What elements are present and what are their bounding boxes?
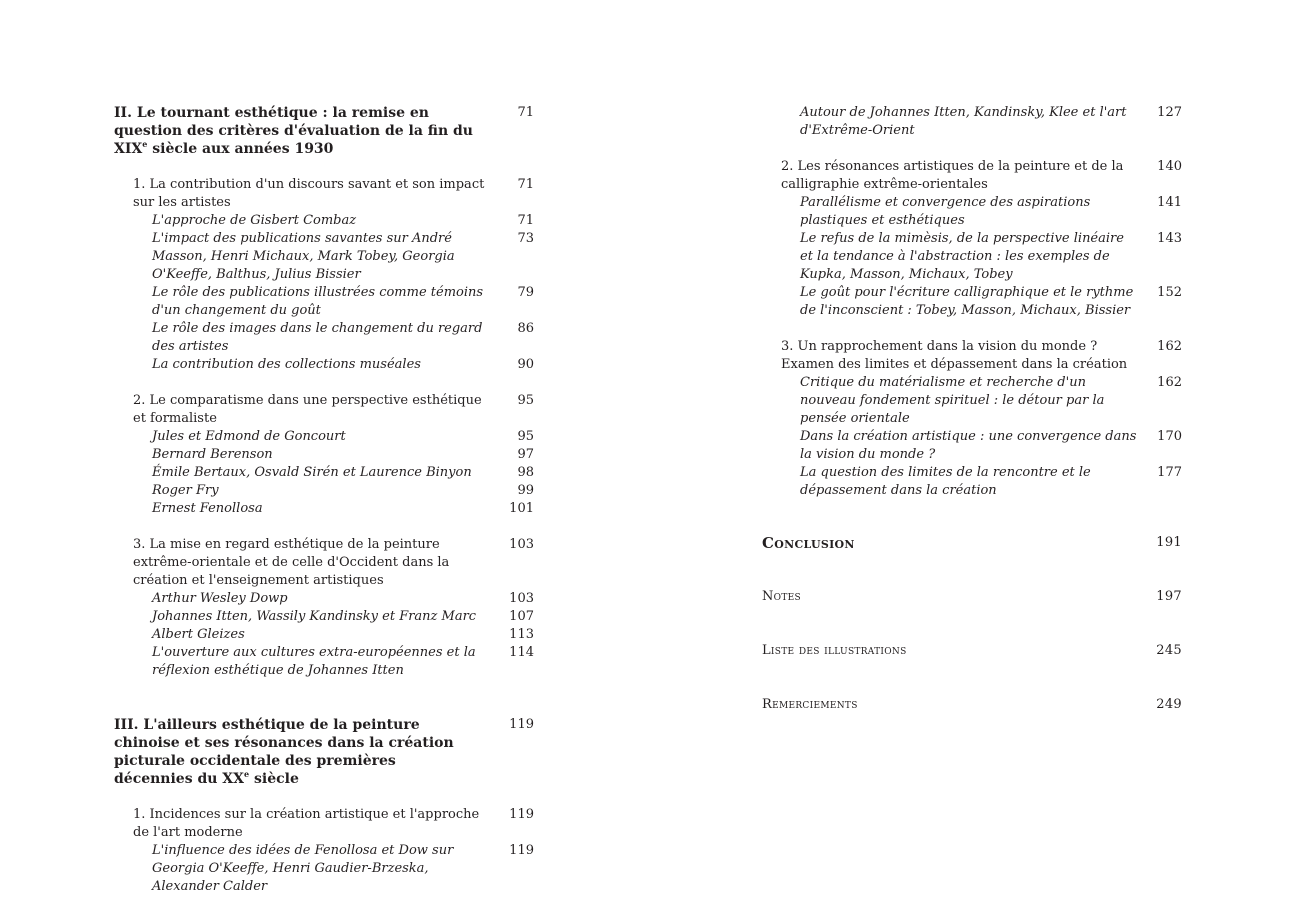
toc-subsection: Ernest Fenollosa 101 (152, 501, 534, 516)
toc-subsection: Dans la création artistique : une convergence dans la vision du monde ? 170 (800, 429, 1182, 462)
toc-left-page (114, 104, 534, 896)
toc-part-heading: II. Le tournant esthétique : la remise en question des critères d'évaluation de la fin du XIXe siècle aux années 1930 71 (114, 105, 534, 157)
toc-subsection: Parallélisme et convergence des aspirations plastiques et esthétiques 141 (800, 195, 1182, 228)
toc-right-page (762, 104, 1182, 714)
toc-subsection: L'approche de Gisbert Combaz 71 (152, 213, 534, 228)
page-number: 119 (509, 717, 534, 732)
toc-section: 2. Les résonances artistiques de la peinture et de la calligraphie extrême-orientales 140 (781, 159, 1182, 192)
toc-section: 3. La mise en regard esthétique de la peinture extrême-orientale et de celle d'Occident dans la création et l'enseignement artistiques 103 (133, 537, 534, 588)
toc-subsection: L'ouverture aux cultures extra-européennes et la réflexion esthétique de Johannes Itten 114 (152, 645, 534, 678)
toc-subsection: Émile Bertaux, Osvald Sirén et Laurence Binyon 98 (152, 465, 534, 480)
page-number: 140 (1157, 159, 1182, 174)
toc-subsection: Johannes Itten, Wassily Kandinsky et Franz Marc 107 (152, 609, 534, 624)
page-number: 95 (517, 393, 534, 408)
page-number: 197 (1156, 589, 1182, 604)
toc-subsection: Autour de Johannes Itten, Kandinsky, Klee et l'art d'Extrême-Orient 127 (800, 105, 1182, 138)
toc-section: 1. La contribution d'un discours savant et son impact sur les artistes 71 (133, 177, 534, 210)
toc-subsection: Bernard Berenson 97 (152, 447, 534, 462)
toc-subsection: Le goût pour l'écriture calligraphique et le rythme de l'inconscient : Tobey, Masson, Michaux, Bissier 152 (800, 285, 1182, 318)
toc-notes: Notes 197 (762, 589, 1182, 604)
page-number: 71 (517, 177, 534, 192)
toc-subsection: Roger Fry 99 (152, 483, 534, 498)
toc-section: 3. Un rapprochement dans la vision du monde ? Examen des limites et dépassement dans la création 162 (781, 339, 1182, 372)
toc-subsection: Arthur Wesley Dowp 103 (152, 591, 534, 606)
toc-subsection: La question des limites de la rencontre et le dépassement dans la création 177 (800, 465, 1182, 498)
toc-illustrations: Liste des illustrations 245 (762, 643, 1182, 658)
toc-remerciements: Remerciements 249 (762, 697, 1182, 712)
toc-part-heading: III. L'ailleurs esthétique de la peinture chinoise et ses résonances dans la création picturale occidentale des premières décennies du XXe siècle 119 (114, 717, 534, 787)
page-number: 103 (509, 537, 534, 552)
toc-subsection: Jules et Edmond de Goncourt 95 (152, 429, 534, 444)
page-number: 245 (1156, 643, 1182, 658)
toc-conclusion: Conclusion 191 (762, 534, 1182, 552)
page-number: 71 (517, 105, 534, 120)
page-number: 191 (1156, 535, 1182, 550)
page-number: 249 (1156, 697, 1182, 712)
toc-subsection: L'influence des idées de Fenollosa et Dow sur Georgia O'Keeffe, Henri Gaudier-Brzeska, Alexander Calder 119 (152, 843, 534, 894)
toc-subsection: Le rôle des publications illustrées comme témoins d'un changement du goût 79 (152, 285, 534, 318)
toc-subsection: L'impact des publications savantes sur André Masson, Henri Michaux, Mark Tobey, Georgia O'Keeffe, Balthus, Julius Bissier 73 (152, 231, 534, 282)
page-number: 119 (509, 807, 534, 822)
toc-subsection: Albert Gleizes 113 (152, 627, 534, 642)
toc-section: 2. Le comparatisme dans une perspective esthétique et formaliste 95 (133, 393, 534, 426)
toc-subsection: Le refus de la mimèsis, de la perspective linéaire et la tendance à l'abstraction : les exemples de Kupka, Masson, Michaux, Tobey 143 (800, 231, 1182, 282)
toc-subsection: Critique du matérialisme et recherche d'un nouveau fondement spirituel : le détour par la pensée orientale 162 (800, 375, 1182, 426)
toc-subsection: La contribution des collections muséales 90 (152, 357, 534, 372)
toc-subsection: Le rôle des images dans le changement du regard des artistes 86 (152, 321, 534, 354)
page-number: 162 (1157, 339, 1182, 354)
toc-section: 1. Incidences sur la création artistique et l'approche de l'art moderne 119 (133, 807, 534, 840)
